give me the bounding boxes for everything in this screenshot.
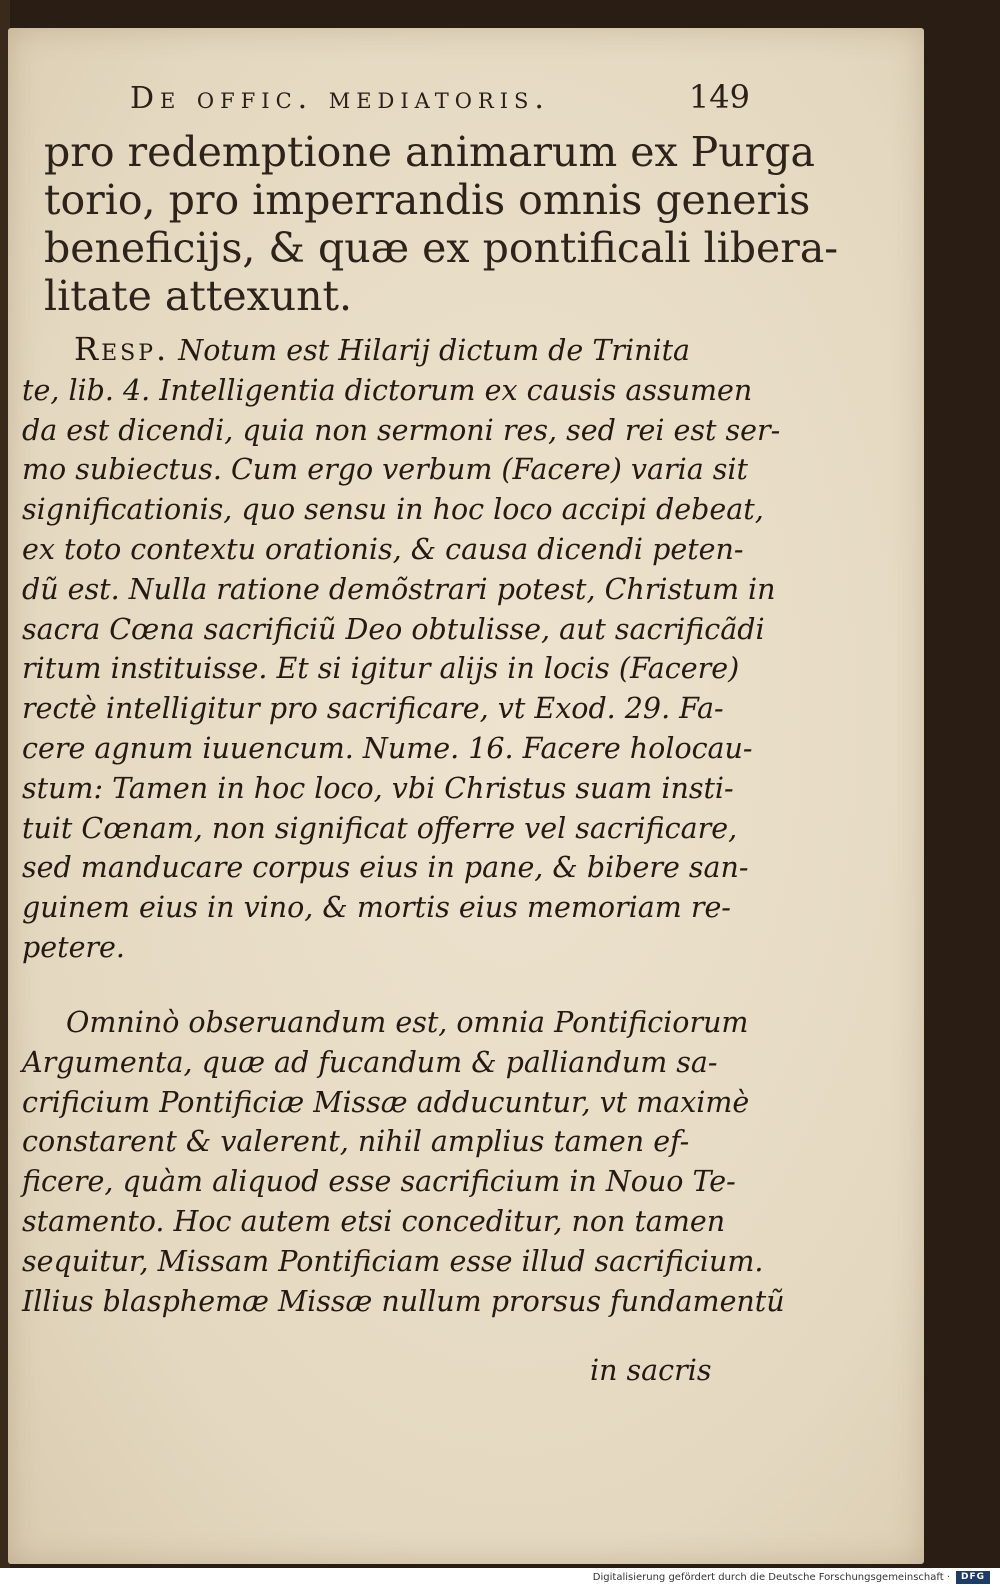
text-line: sed manducare corpus eius in pane, & bibere san- xyxy=(22,851,749,885)
text-line: cere agnum iuuencum. Nume. 16. Facere holocau- xyxy=(22,731,753,765)
text-line: torio, pro imperrandis omnis generis xyxy=(44,176,811,224)
text-line: petere. xyxy=(22,930,125,964)
text-line: Resp. Notum est Hilarij dictum de Trinita xyxy=(74,330,691,368)
text-line: sacra Cœna sacrificiũ Deo obtulisse, aut sacrificãdi xyxy=(22,612,765,646)
text-line: dũ est. Nulla ratione demõstrari potest, Christum in xyxy=(22,572,776,606)
funding-note: Digitalisierung gefördert durch die Deutsche Forschungsgemeinschaft · xyxy=(592,1572,950,1583)
text-line: guinem eius in vino, & mortis eius memoriam re- xyxy=(22,891,731,925)
text-line: beneficijs, & quæ ex pontificali libera- xyxy=(44,224,839,272)
page-number: 149 xyxy=(688,78,750,116)
response-paragraph xyxy=(22,330,781,968)
text-line: stamento. Hoc autem etsi conceditur, non tamen xyxy=(22,1204,726,1238)
text-line: stum: Tamen in hoc loco, vbi Christus suam insti- xyxy=(22,771,734,805)
text-line: Illius blasphemæ Missæ nullum prorsus fundamentũ xyxy=(22,1284,785,1318)
resp-label: Resp. xyxy=(74,330,170,368)
dfg-logo-icon: DFG xyxy=(956,1571,990,1584)
text-line: crificium Pontificiæ Missæ adducuntur, vt maximè xyxy=(22,1085,750,1119)
second-paragraph xyxy=(22,1003,785,1321)
text-line: tuit Cœnam, non significat offerre vel sacrificare, xyxy=(22,811,738,845)
text-line: ficere, quàm aliquod esse sacrificium in Nouo Te- xyxy=(22,1165,736,1199)
text-line: ex toto contextu orationis, & causa dicendi peten- xyxy=(22,532,744,566)
text-line: Omninò obseruandum est, omnia Pontificiorum xyxy=(66,1006,749,1039)
text-line: sequitur, Missam Pontificiam esse illud sacrificium. xyxy=(22,1244,764,1278)
text-line: te, lib. 4. Intelligentia dictorum ex causis assumen xyxy=(22,373,753,407)
text-line: Argumenta, quæ ad fucandum & palliandum sa- xyxy=(22,1045,718,1079)
text-line: rectè intelligitur pro sacrificare, vt Exod. 29. Fa- xyxy=(22,692,724,726)
text-line: ritum instituisse. Et si igitur alijs in locis (Facere) xyxy=(22,652,740,686)
text-line: constarent & valerent, nihil amplius tamen ef- xyxy=(22,1125,690,1159)
running-header xyxy=(130,78,750,116)
text-line: significationis, quo sensu in hoc loco accipi debeat, xyxy=(22,493,764,527)
roman-paragraph xyxy=(44,128,839,320)
text-line: pro redemptione animarum ex Purga xyxy=(44,128,815,176)
text-line: litate attexunt. xyxy=(44,272,353,320)
text-line: da est dicendi, quia non sermoni res, sed rei est ser- xyxy=(22,413,781,447)
text-line: mo subiectus. Cum ergo verbum (Facere) varia sit xyxy=(22,453,748,487)
footer-bar xyxy=(0,1568,1000,1590)
catchword: in sacris xyxy=(590,1354,712,1387)
running-title: De offic. mediatoris. xyxy=(130,81,550,116)
